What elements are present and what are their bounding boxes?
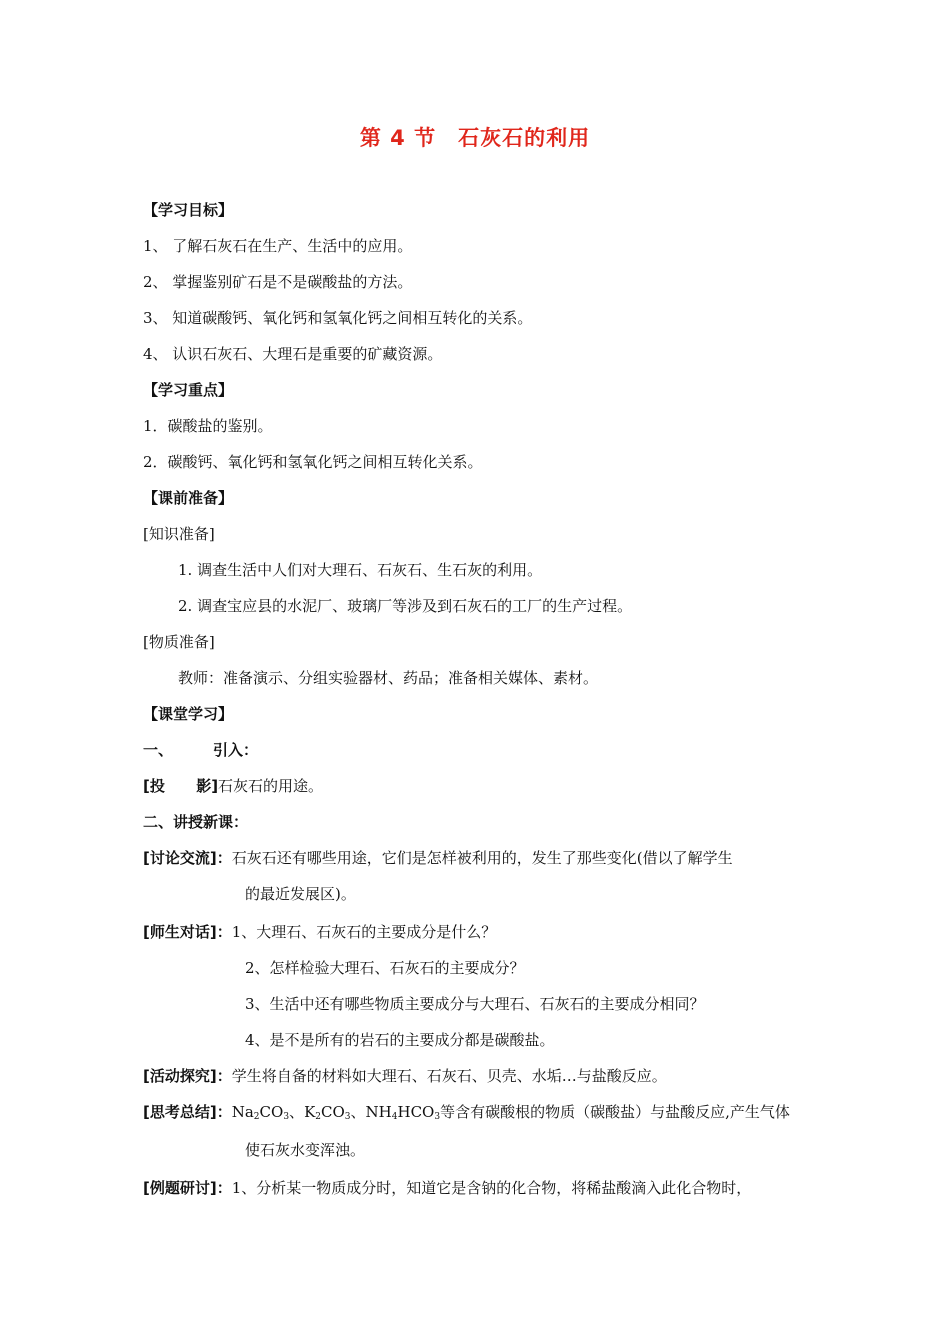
class-heading: 【课堂学习】: [143, 705, 234, 723]
knowledge-item: 2. 调查宝应县的水泥厂、玻璃厂等涉及到石灰石的工厂的生产过程。: [178, 597, 633, 615]
example-text: 1、分析某一物质成分时，知道它是含钠的化合物，将稀盐酸滴入此化合物时，: [231, 1179, 752, 1197]
page-title: [0, 122, 950, 152]
keypoint-item: 1．碳酸盐的鉴别。: [143, 417, 273, 435]
summary-label: [思考总结]：: [143, 1103, 232, 1121]
discussion-text-cont: 的最近发展区)。: [245, 885, 356, 903]
projection-row: [143, 776, 323, 796]
intro-label: 引入：: [213, 741, 259, 759]
activity-label: [活动探究]：: [143, 1067, 232, 1085]
objective-item: 3、 知道碳酸钙、氧化钙和氢氧化钙之间相互转化的关系。: [143, 309, 533, 327]
dialog-item: 2、怎样检验大理石、石灰石的主要成分？: [245, 959, 525, 977]
projection-text: 石灰石的用途。: [218, 777, 324, 795]
objective-item: 2、 掌握鉴别矿石是不是碳酸盐的方法。: [143, 273, 413, 291]
keypoint-item: 2．碳酸钙、氧化钙和氢氧化钙之间相互转化关系。: [143, 453, 483, 471]
projection-label: [投 影]: [143, 777, 219, 795]
material-label: [物质准备]: [143, 633, 215, 651]
material-text: 教师：准备演示、分组实验器材、药品；准备相关媒体、素材。: [178, 669, 599, 687]
knowledge-item: 1. 调查生活中人们对大理石、石灰石、生石灰的利用。: [178, 561, 543, 579]
dialog-item: 4、是不是所有的岩石的主要成分都是碳酸盐。: [245, 1031, 555, 1049]
section-number: 第 4 节: [359, 126, 437, 150]
dialog-label: [师生对话]：: [143, 923, 232, 941]
keypoints-heading: 【学习重点】: [143, 381, 234, 399]
dialog-item: 3、生活中还有哪些物质主要成分与大理石、石灰石的主要成分相同？: [245, 995, 705, 1013]
prep-heading: 【课前准备】: [143, 489, 234, 507]
activity-text: 学生将自备的材料如大理石、石灰石、贝壳、水垢…与盐酸反应。: [231, 1067, 667, 1085]
formula-na2co3: $Na_2CO_3$: [231, 1103, 290, 1122]
example-row: [143, 1178, 751, 1198]
discussion-label: [讨论交流]：: [143, 849, 232, 867]
discussion-text: 石灰石还有哪些用途，它们是怎样被利用的，发生了那些变化(借以了解学生: [231, 849, 733, 867]
formula-k2co3: $K_2CO_3$: [304, 1103, 351, 1122]
dialog-item: 1、大理石、石灰石的主要成分是什么？: [231, 923, 497, 941]
section-name: 石灰石的利用: [458, 126, 591, 150]
objective-item: 4、 认识石灰石、大理石是重要的矿藏资源。: [143, 345, 443, 363]
activity-row: [143, 1066, 667, 1086]
new-lesson-heading: 二、讲授新课：: [143, 813, 249, 831]
discussion-row: [143, 848, 733, 868]
dialog-row: [143, 922, 496, 942]
summary-text: 等含有碳酸根的物质（碳酸盐）与盐酸反应,产生气体: [440, 1103, 790, 1121]
objectives-heading: 【学习目标】: [143, 201, 234, 219]
summary-text-cont: 使石灰水变浑浊。: [245, 1141, 366, 1159]
intro-number: 一、: [143, 741, 174, 759]
formula-nh4hco3: $NH_4HCO_3$: [365, 1103, 441, 1122]
example-label: [例题研讨]：: [143, 1179, 232, 1197]
objective-item: 1、 了解石灰石在生产、生活中的应用。: [143, 237, 413, 255]
knowledge-label: [知识准备]: [143, 525, 215, 543]
summary-row: [思考总结]：$Na_2CO_3$、$K_2CO_3$、$NH_4HCO_3$等含有碳酸根的物质（碳酸盐）与盐酸反应,产生气体: [143, 1103, 790, 1122]
